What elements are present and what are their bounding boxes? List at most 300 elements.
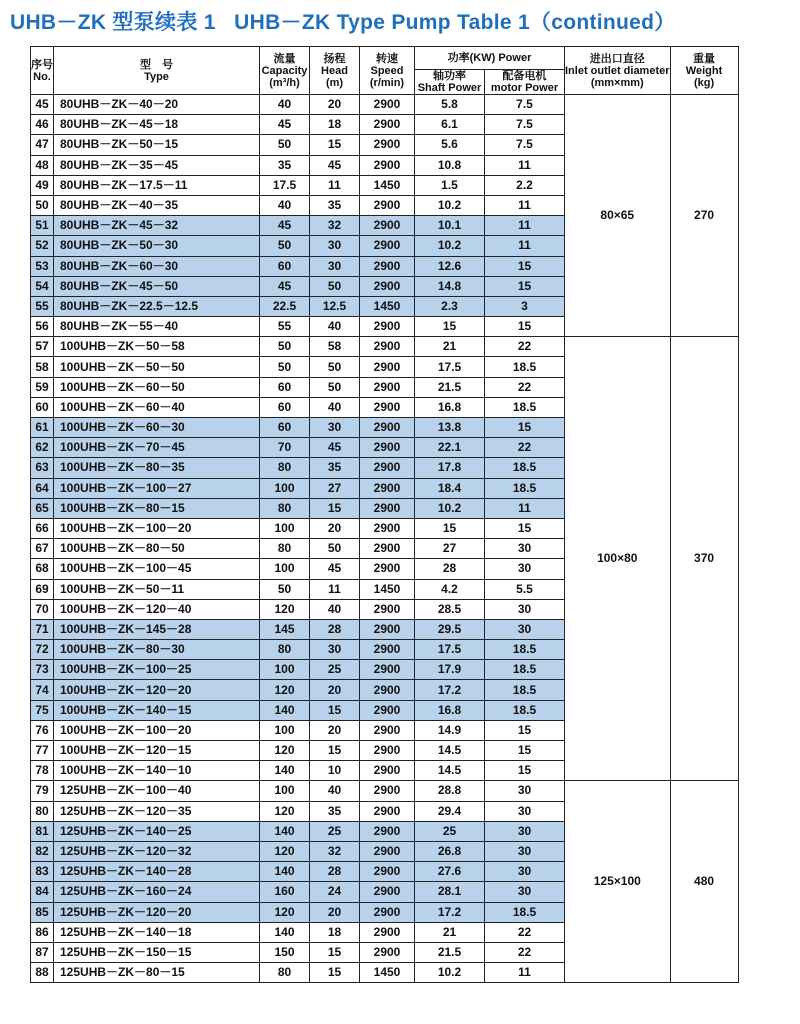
header-capacity bbox=[260, 47, 310, 95]
cell-shaft: 5.6 bbox=[415, 135, 485, 155]
cell-motor: 18.5 bbox=[485, 902, 565, 922]
cell-shaft: 16.8 bbox=[415, 700, 485, 720]
cell-shaft: 18.4 bbox=[415, 478, 485, 498]
cell-head: 32 bbox=[310, 841, 360, 861]
cell-speed: 2900 bbox=[360, 781, 415, 801]
cell-no: 72 bbox=[31, 640, 54, 660]
cell-capacity: 120 bbox=[260, 902, 310, 922]
cell-speed: 2900 bbox=[360, 902, 415, 922]
cell-motor: 15 bbox=[485, 256, 565, 276]
cell-shaft: 10.2 bbox=[415, 236, 485, 256]
cell-speed: 1450 bbox=[360, 579, 415, 599]
cell-no: 78 bbox=[31, 761, 54, 781]
cell-weight: 480 bbox=[670, 781, 738, 983]
cell-shaft: 29.5 bbox=[415, 619, 485, 639]
cell-shaft: 28.1 bbox=[415, 882, 485, 902]
cell-shaft: 6.1 bbox=[415, 115, 485, 135]
cell-no: 57 bbox=[31, 337, 54, 357]
cell-no: 75 bbox=[31, 700, 54, 720]
header-shaft-en: Shaft Power bbox=[417, 82, 482, 94]
cell-speed: 2900 bbox=[360, 357, 415, 377]
cell-shaft: 17.9 bbox=[415, 660, 485, 680]
cell-type: 100UHB－ZK－50－11 bbox=[54, 579, 260, 599]
cell-shaft: 15 bbox=[415, 317, 485, 337]
cell-capacity: 120 bbox=[260, 599, 310, 619]
cell-shaft: 14.5 bbox=[415, 761, 485, 781]
cell-no: 60 bbox=[31, 397, 54, 417]
cell-head: 50 bbox=[310, 276, 360, 296]
cell-no: 68 bbox=[31, 559, 54, 579]
cell-speed: 2900 bbox=[360, 599, 415, 619]
header-no bbox=[31, 47, 54, 95]
cell-head: 32 bbox=[310, 216, 360, 236]
cell-no: 84 bbox=[31, 882, 54, 902]
cell-no: 59 bbox=[31, 377, 54, 397]
cell-motor: 11 bbox=[485, 498, 565, 518]
cell-weight: 270 bbox=[670, 95, 738, 337]
table-row bbox=[31, 95, 739, 115]
cell-shaft: 10.2 bbox=[415, 498, 485, 518]
cell-type: 125UHB－ZK－160－24 bbox=[54, 882, 260, 902]
header-type bbox=[54, 47, 260, 95]
cell-shaft: 27 bbox=[415, 539, 485, 559]
cell-no: 52 bbox=[31, 236, 54, 256]
cell-shaft: 14.5 bbox=[415, 741, 485, 761]
cell-shaft: 10.2 bbox=[415, 195, 485, 215]
cell-no: 64 bbox=[31, 478, 54, 498]
cell-motor: 30 bbox=[485, 801, 565, 821]
cell-type: 100UHB－ZK－140－15 bbox=[54, 700, 260, 720]
cell-speed: 2900 bbox=[360, 660, 415, 680]
cell-capacity: 140 bbox=[260, 761, 310, 781]
cell-shaft: 10.2 bbox=[415, 963, 485, 983]
cell-shaft: 17.2 bbox=[415, 680, 485, 700]
cell-head: 45 bbox=[310, 438, 360, 458]
cell-capacity: 140 bbox=[260, 922, 310, 942]
cell-speed: 2900 bbox=[360, 741, 415, 761]
cell-no: 70 bbox=[31, 599, 54, 619]
cell-motor: 30 bbox=[485, 882, 565, 902]
cell-capacity: 60 bbox=[260, 397, 310, 417]
cell-motor: 18.5 bbox=[485, 478, 565, 498]
cell-capacity: 55 bbox=[260, 317, 310, 337]
cell-type: 100UHB－ZK－120－20 bbox=[54, 680, 260, 700]
cell-speed: 2900 bbox=[360, 559, 415, 579]
table-body bbox=[31, 95, 739, 983]
cell-speed: 2900 bbox=[360, 317, 415, 337]
cell-capacity: 50 bbox=[260, 135, 310, 155]
cell-no: 56 bbox=[31, 317, 54, 337]
cell-speed: 1450 bbox=[360, 963, 415, 983]
cell-motor: 11 bbox=[485, 195, 565, 215]
cell-speed: 2900 bbox=[360, 95, 415, 115]
cell-motor: 18.5 bbox=[485, 357, 565, 377]
cell-head: 15 bbox=[310, 700, 360, 720]
cell-motor: 30 bbox=[485, 559, 565, 579]
cell-shaft: 14.8 bbox=[415, 276, 485, 296]
cell-capacity: 35 bbox=[260, 155, 310, 175]
cell-no: 55 bbox=[31, 296, 54, 316]
cell-no: 73 bbox=[31, 660, 54, 680]
cell-speed: 2900 bbox=[360, 438, 415, 458]
cell-motor: 15 bbox=[485, 317, 565, 337]
header-motor-cn: 配备电机 bbox=[502, 70, 547, 82]
cell-capacity: 80 bbox=[260, 963, 310, 983]
cell-shaft: 27.6 bbox=[415, 862, 485, 882]
cell-type: 100UHB－ZK－80－30 bbox=[54, 640, 260, 660]
cell-motor: 15 bbox=[485, 741, 565, 761]
cell-speed: 2900 bbox=[360, 115, 415, 135]
cell-motor: 30 bbox=[485, 841, 565, 861]
cell-speed: 2900 bbox=[360, 680, 415, 700]
cell-head: 12.5 bbox=[310, 296, 360, 316]
cell-type: 125UHB－ZK－100－40 bbox=[54, 781, 260, 801]
cell-no: 76 bbox=[31, 720, 54, 740]
cell-head: 45 bbox=[310, 155, 360, 175]
cell-no: 88 bbox=[31, 963, 54, 983]
cell-shaft: 1.5 bbox=[415, 175, 485, 195]
cell-head: 40 bbox=[310, 397, 360, 417]
cell-speed: 2900 bbox=[360, 841, 415, 861]
header-type-cn: 型 号 bbox=[140, 58, 173, 71]
cell-type: 100UHB－ZK－120－40 bbox=[54, 599, 260, 619]
cell-speed: 2900 bbox=[360, 195, 415, 215]
header-weight-cn: 重量 bbox=[693, 52, 716, 65]
cell-head: 25 bbox=[310, 821, 360, 841]
cell-capacity: 100 bbox=[260, 660, 310, 680]
cell-type: 100UHB－ZK－60－30 bbox=[54, 418, 260, 438]
cell-capacity: 50 bbox=[260, 357, 310, 377]
cell-weight: 370 bbox=[670, 337, 738, 781]
cell-type: 125UHB－ZK－140－18 bbox=[54, 922, 260, 942]
cell-speed: 2900 bbox=[360, 337, 415, 357]
cell-capacity: 80 bbox=[260, 498, 310, 518]
cell-shaft: 21.5 bbox=[415, 377, 485, 397]
cell-type: 80UHB－ZK－22.5－12.5 bbox=[54, 296, 260, 316]
cell-capacity: 140 bbox=[260, 821, 310, 841]
cell-type: 100UHB－ZK－140－10 bbox=[54, 761, 260, 781]
header-type-en: Type bbox=[144, 70, 169, 83]
cell-motor: 30 bbox=[485, 862, 565, 882]
header-diameter bbox=[565, 47, 671, 95]
header-weight bbox=[670, 47, 738, 95]
cell-type: 125UHB－ZK－140－25 bbox=[54, 821, 260, 841]
cell-no: 67 bbox=[31, 539, 54, 559]
header-capacity-unit: (m³/h) bbox=[269, 76, 300, 89]
cell-capacity: 60 bbox=[260, 377, 310, 397]
cell-capacity: 22.5 bbox=[260, 296, 310, 316]
header-capacity-cn: 流量 bbox=[273, 52, 296, 65]
cell-head: 15 bbox=[310, 741, 360, 761]
cell-capacity: 100 bbox=[260, 559, 310, 579]
cell-shaft: 15 bbox=[415, 518, 485, 538]
cell-shaft: 25 bbox=[415, 821, 485, 841]
cell-motor: 18.5 bbox=[485, 700, 565, 720]
cell-diameter: 125×100 bbox=[565, 781, 671, 983]
cell-motor: 11 bbox=[485, 963, 565, 983]
cell-shaft: 14.9 bbox=[415, 720, 485, 740]
cell-motor: 30 bbox=[485, 539, 565, 559]
cell-type: 100UHB－ZK－80－35 bbox=[54, 458, 260, 478]
cell-speed: 2900 bbox=[360, 458, 415, 478]
cell-no: 65 bbox=[31, 498, 54, 518]
page-title: UHB－ZK 型泵续表 1 UHB－ZK Type Pump Table 1（continued） bbox=[10, 11, 676, 34]
cell-capacity: 45 bbox=[260, 115, 310, 135]
header-head-en: Head bbox=[321, 64, 348, 77]
cell-no: 83 bbox=[31, 862, 54, 882]
cell-head: 15 bbox=[310, 135, 360, 155]
cell-no: 81 bbox=[31, 821, 54, 841]
cell-no: 80 bbox=[31, 801, 54, 821]
cell-type: 80UHB－ZK－45－32 bbox=[54, 216, 260, 236]
cell-type: 125UHB－ZK－140－28 bbox=[54, 862, 260, 882]
cell-no: 45 bbox=[31, 95, 54, 115]
cell-no: 46 bbox=[31, 115, 54, 135]
cell-no: 50 bbox=[31, 195, 54, 215]
cell-no: 61 bbox=[31, 418, 54, 438]
cell-no: 66 bbox=[31, 518, 54, 538]
cell-capacity: 120 bbox=[260, 841, 310, 861]
cell-head: 18 bbox=[310, 115, 360, 135]
cell-motor: 11 bbox=[485, 155, 565, 175]
cell-shaft: 17.5 bbox=[415, 357, 485, 377]
cell-type: 125UHB－ZK－120－35 bbox=[54, 801, 260, 821]
cell-type: 100UHB－ZK－60－50 bbox=[54, 377, 260, 397]
cell-motor: 7.5 bbox=[485, 115, 565, 135]
cell-capacity: 50 bbox=[260, 579, 310, 599]
cell-head: 35 bbox=[310, 801, 360, 821]
cell-head: 45 bbox=[310, 559, 360, 579]
header-speed-cn: 转速 bbox=[376, 52, 398, 65]
cell-type: 80UHB－ZK－40－20 bbox=[54, 95, 260, 115]
cell-type: 125UHB－ZK－120－32 bbox=[54, 841, 260, 861]
cell-no: 79 bbox=[31, 781, 54, 801]
cell-speed: 2900 bbox=[360, 942, 415, 962]
cell-shaft: 10.8 bbox=[415, 155, 485, 175]
cell-head: 30 bbox=[310, 640, 360, 660]
cell-speed: 2900 bbox=[360, 377, 415, 397]
cell-motor: 30 bbox=[485, 781, 565, 801]
cell-type: 80UHB－ZK－35－45 bbox=[54, 155, 260, 175]
cell-type: 80UHB－ZK－17.5－11 bbox=[54, 175, 260, 195]
cell-type: 100UHB－ZK－60－40 bbox=[54, 397, 260, 417]
header-motor-en: motor Power bbox=[490, 82, 559, 94]
cell-head: 25 bbox=[310, 660, 360, 680]
cell-no: 63 bbox=[31, 458, 54, 478]
cell-type: 100UHB－ZK－50－50 bbox=[54, 357, 260, 377]
cell-type: 100UHB－ZK－100－25 bbox=[54, 660, 260, 680]
cell-head: 20 bbox=[310, 518, 360, 538]
cell-capacity: 140 bbox=[260, 700, 310, 720]
cell-speed: 2900 bbox=[360, 418, 415, 438]
cell-speed: 2900 bbox=[360, 761, 415, 781]
cell-head: 30 bbox=[310, 236, 360, 256]
cell-no: 85 bbox=[31, 902, 54, 922]
cell-no: 47 bbox=[31, 135, 54, 155]
cell-capacity: 50 bbox=[260, 236, 310, 256]
cell-type: 100UHB－ZK－70－45 bbox=[54, 438, 260, 458]
cell-motor: 15 bbox=[485, 518, 565, 538]
cell-speed: 2900 bbox=[360, 155, 415, 175]
cell-no: 82 bbox=[31, 841, 54, 861]
cell-shaft: 29.4 bbox=[415, 801, 485, 821]
cell-type: 80UHB－ZK－45－18 bbox=[54, 115, 260, 135]
cell-motor: 18.5 bbox=[485, 458, 565, 478]
cell-capacity: 80 bbox=[260, 539, 310, 559]
cell-type: 100UHB－ZK－50－58 bbox=[54, 337, 260, 357]
cell-speed: 2900 bbox=[360, 801, 415, 821]
cell-no: 48 bbox=[31, 155, 54, 175]
cell-type: 100UHB－ZK－100－27 bbox=[54, 478, 260, 498]
header-shaft-cn: 轴功率 bbox=[433, 70, 466, 82]
cell-motor: 30 bbox=[485, 821, 565, 841]
cell-shaft: 28.8 bbox=[415, 781, 485, 801]
cell-speed: 2900 bbox=[360, 922, 415, 942]
cell-motor: 22 bbox=[485, 337, 565, 357]
cell-capacity: 150 bbox=[260, 942, 310, 962]
cell-motor: 7.5 bbox=[485, 95, 565, 115]
cell-speed: 1450 bbox=[360, 296, 415, 316]
cell-motor: 22 bbox=[485, 438, 565, 458]
cell-motor: 15 bbox=[485, 761, 565, 781]
cell-motor: 15 bbox=[485, 276, 565, 296]
cell-capacity: 45 bbox=[260, 216, 310, 236]
cell-capacity: 45 bbox=[260, 276, 310, 296]
cell-capacity: 145 bbox=[260, 619, 310, 639]
cell-capacity: 100 bbox=[260, 720, 310, 740]
cell-head: 35 bbox=[310, 458, 360, 478]
cell-capacity: 70 bbox=[260, 438, 310, 458]
cell-no: 69 bbox=[31, 579, 54, 599]
cell-head: 28 bbox=[310, 862, 360, 882]
cell-type: 100UHB－ZK－145－28 bbox=[54, 619, 260, 639]
cell-capacity: 120 bbox=[260, 680, 310, 700]
cell-motor: 18.5 bbox=[485, 680, 565, 700]
cell-speed: 2900 bbox=[360, 236, 415, 256]
cell-shaft: 17.8 bbox=[415, 458, 485, 478]
cell-type: 125UHB－ZK－150－15 bbox=[54, 942, 260, 962]
cell-shaft: 28 bbox=[415, 559, 485, 579]
cell-capacity: 80 bbox=[260, 458, 310, 478]
cell-motor: 18.5 bbox=[485, 640, 565, 660]
cell-capacity: 80 bbox=[260, 640, 310, 660]
cell-capacity: 60 bbox=[260, 256, 310, 276]
cell-head: 11 bbox=[310, 175, 360, 195]
cell-shaft: 4.2 bbox=[415, 579, 485, 599]
cell-no: 62 bbox=[31, 438, 54, 458]
cell-type: 80UHB－ZK－50－30 bbox=[54, 236, 260, 256]
header-speed-unit: (r/min) bbox=[369, 76, 405, 89]
cell-speed: 2900 bbox=[360, 276, 415, 296]
cell-motor: 22 bbox=[485, 922, 565, 942]
cell-head: 15 bbox=[310, 942, 360, 962]
header-speed bbox=[360, 47, 415, 95]
cell-shaft: 17.2 bbox=[415, 902, 485, 922]
cell-type: 100UHB－ZK－100－20 bbox=[54, 720, 260, 740]
cell-type: 100UHB－ZK－100－45 bbox=[54, 559, 260, 579]
cell-motor: 22 bbox=[485, 942, 565, 962]
cell-shaft: 10.1 bbox=[415, 216, 485, 236]
cell-no: 54 bbox=[31, 276, 54, 296]
cell-speed: 2900 bbox=[360, 700, 415, 720]
cell-head: 20 bbox=[310, 680, 360, 700]
cell-capacity: 60 bbox=[260, 418, 310, 438]
cell-motor: 18.5 bbox=[485, 660, 565, 680]
cell-type: 80UHB－ZK－60－30 bbox=[54, 256, 260, 276]
cell-head: 40 bbox=[310, 317, 360, 337]
cell-capacity: 160 bbox=[260, 882, 310, 902]
cell-head: 50 bbox=[310, 377, 360, 397]
header-head-cn: 扬程 bbox=[323, 52, 346, 65]
cell-no: 71 bbox=[31, 619, 54, 639]
cell-speed: 2900 bbox=[360, 539, 415, 559]
cell-type: 125UHB－ZK－80－15 bbox=[54, 963, 260, 983]
cell-shaft: 22.1 bbox=[415, 438, 485, 458]
cell-no: 74 bbox=[31, 680, 54, 700]
cell-speed: 2900 bbox=[360, 720, 415, 740]
cell-capacity: 140 bbox=[260, 862, 310, 882]
cell-motor: 3 bbox=[485, 296, 565, 316]
cell-speed: 2900 bbox=[360, 882, 415, 902]
cell-no: 58 bbox=[31, 357, 54, 377]
cell-head: 50 bbox=[310, 357, 360, 377]
cell-head: 35 bbox=[310, 195, 360, 215]
cell-speed: 2900 bbox=[360, 518, 415, 538]
cell-type: 80UHB－ZK－40－35 bbox=[54, 195, 260, 215]
cell-head: 20 bbox=[310, 95, 360, 115]
header-weight-unit: (kg) bbox=[693, 76, 715, 89]
cell-type: 100UHB－ZK－80－50 bbox=[54, 539, 260, 559]
cell-no: 86 bbox=[31, 922, 54, 942]
cell-head: 20 bbox=[310, 902, 360, 922]
cell-type: 125UHB－ZK－120－20 bbox=[54, 902, 260, 922]
cell-speed: 2900 bbox=[360, 216, 415, 236]
cell-motor: 30 bbox=[485, 599, 565, 619]
cell-head: 28 bbox=[310, 619, 360, 639]
cell-type: 100UHB－ZK－120－15 bbox=[54, 741, 260, 761]
cell-speed: 2900 bbox=[360, 135, 415, 155]
cell-shaft: 17.5 bbox=[415, 640, 485, 660]
cell-head: 50 bbox=[310, 539, 360, 559]
cell-motor: 11 bbox=[485, 236, 565, 256]
cell-head: 15 bbox=[310, 963, 360, 983]
cell-capacity: 100 bbox=[260, 781, 310, 801]
cell-capacity: 100 bbox=[260, 518, 310, 538]
cell-head: 24 bbox=[310, 882, 360, 902]
cell-shaft: 16.8 bbox=[415, 397, 485, 417]
cell-no: 77 bbox=[31, 741, 54, 761]
cell-motor: 15 bbox=[485, 720, 565, 740]
cell-type: 80UHB－ZK－45－50 bbox=[54, 276, 260, 296]
cell-head: 30 bbox=[310, 256, 360, 276]
cell-no: 51 bbox=[31, 216, 54, 236]
cell-shaft: 12.6 bbox=[415, 256, 485, 276]
cell-shaft: 13.8 bbox=[415, 418, 485, 438]
cell-speed: 2900 bbox=[360, 478, 415, 498]
cell-shaft: 2.3 bbox=[415, 296, 485, 316]
cell-capacity: 120 bbox=[260, 801, 310, 821]
cell-motor: 30 bbox=[485, 619, 565, 639]
cell-head: 30 bbox=[310, 418, 360, 438]
cell-motor: 5.5 bbox=[485, 579, 565, 599]
cell-no: 87 bbox=[31, 942, 54, 962]
cell-head: 20 bbox=[310, 720, 360, 740]
cell-shaft: 28.5 bbox=[415, 599, 485, 619]
cell-motor: 7.5 bbox=[485, 135, 565, 155]
cell-speed: 2900 bbox=[360, 256, 415, 276]
cell-head: 11 bbox=[310, 579, 360, 599]
cell-speed: 2900 bbox=[360, 821, 415, 841]
